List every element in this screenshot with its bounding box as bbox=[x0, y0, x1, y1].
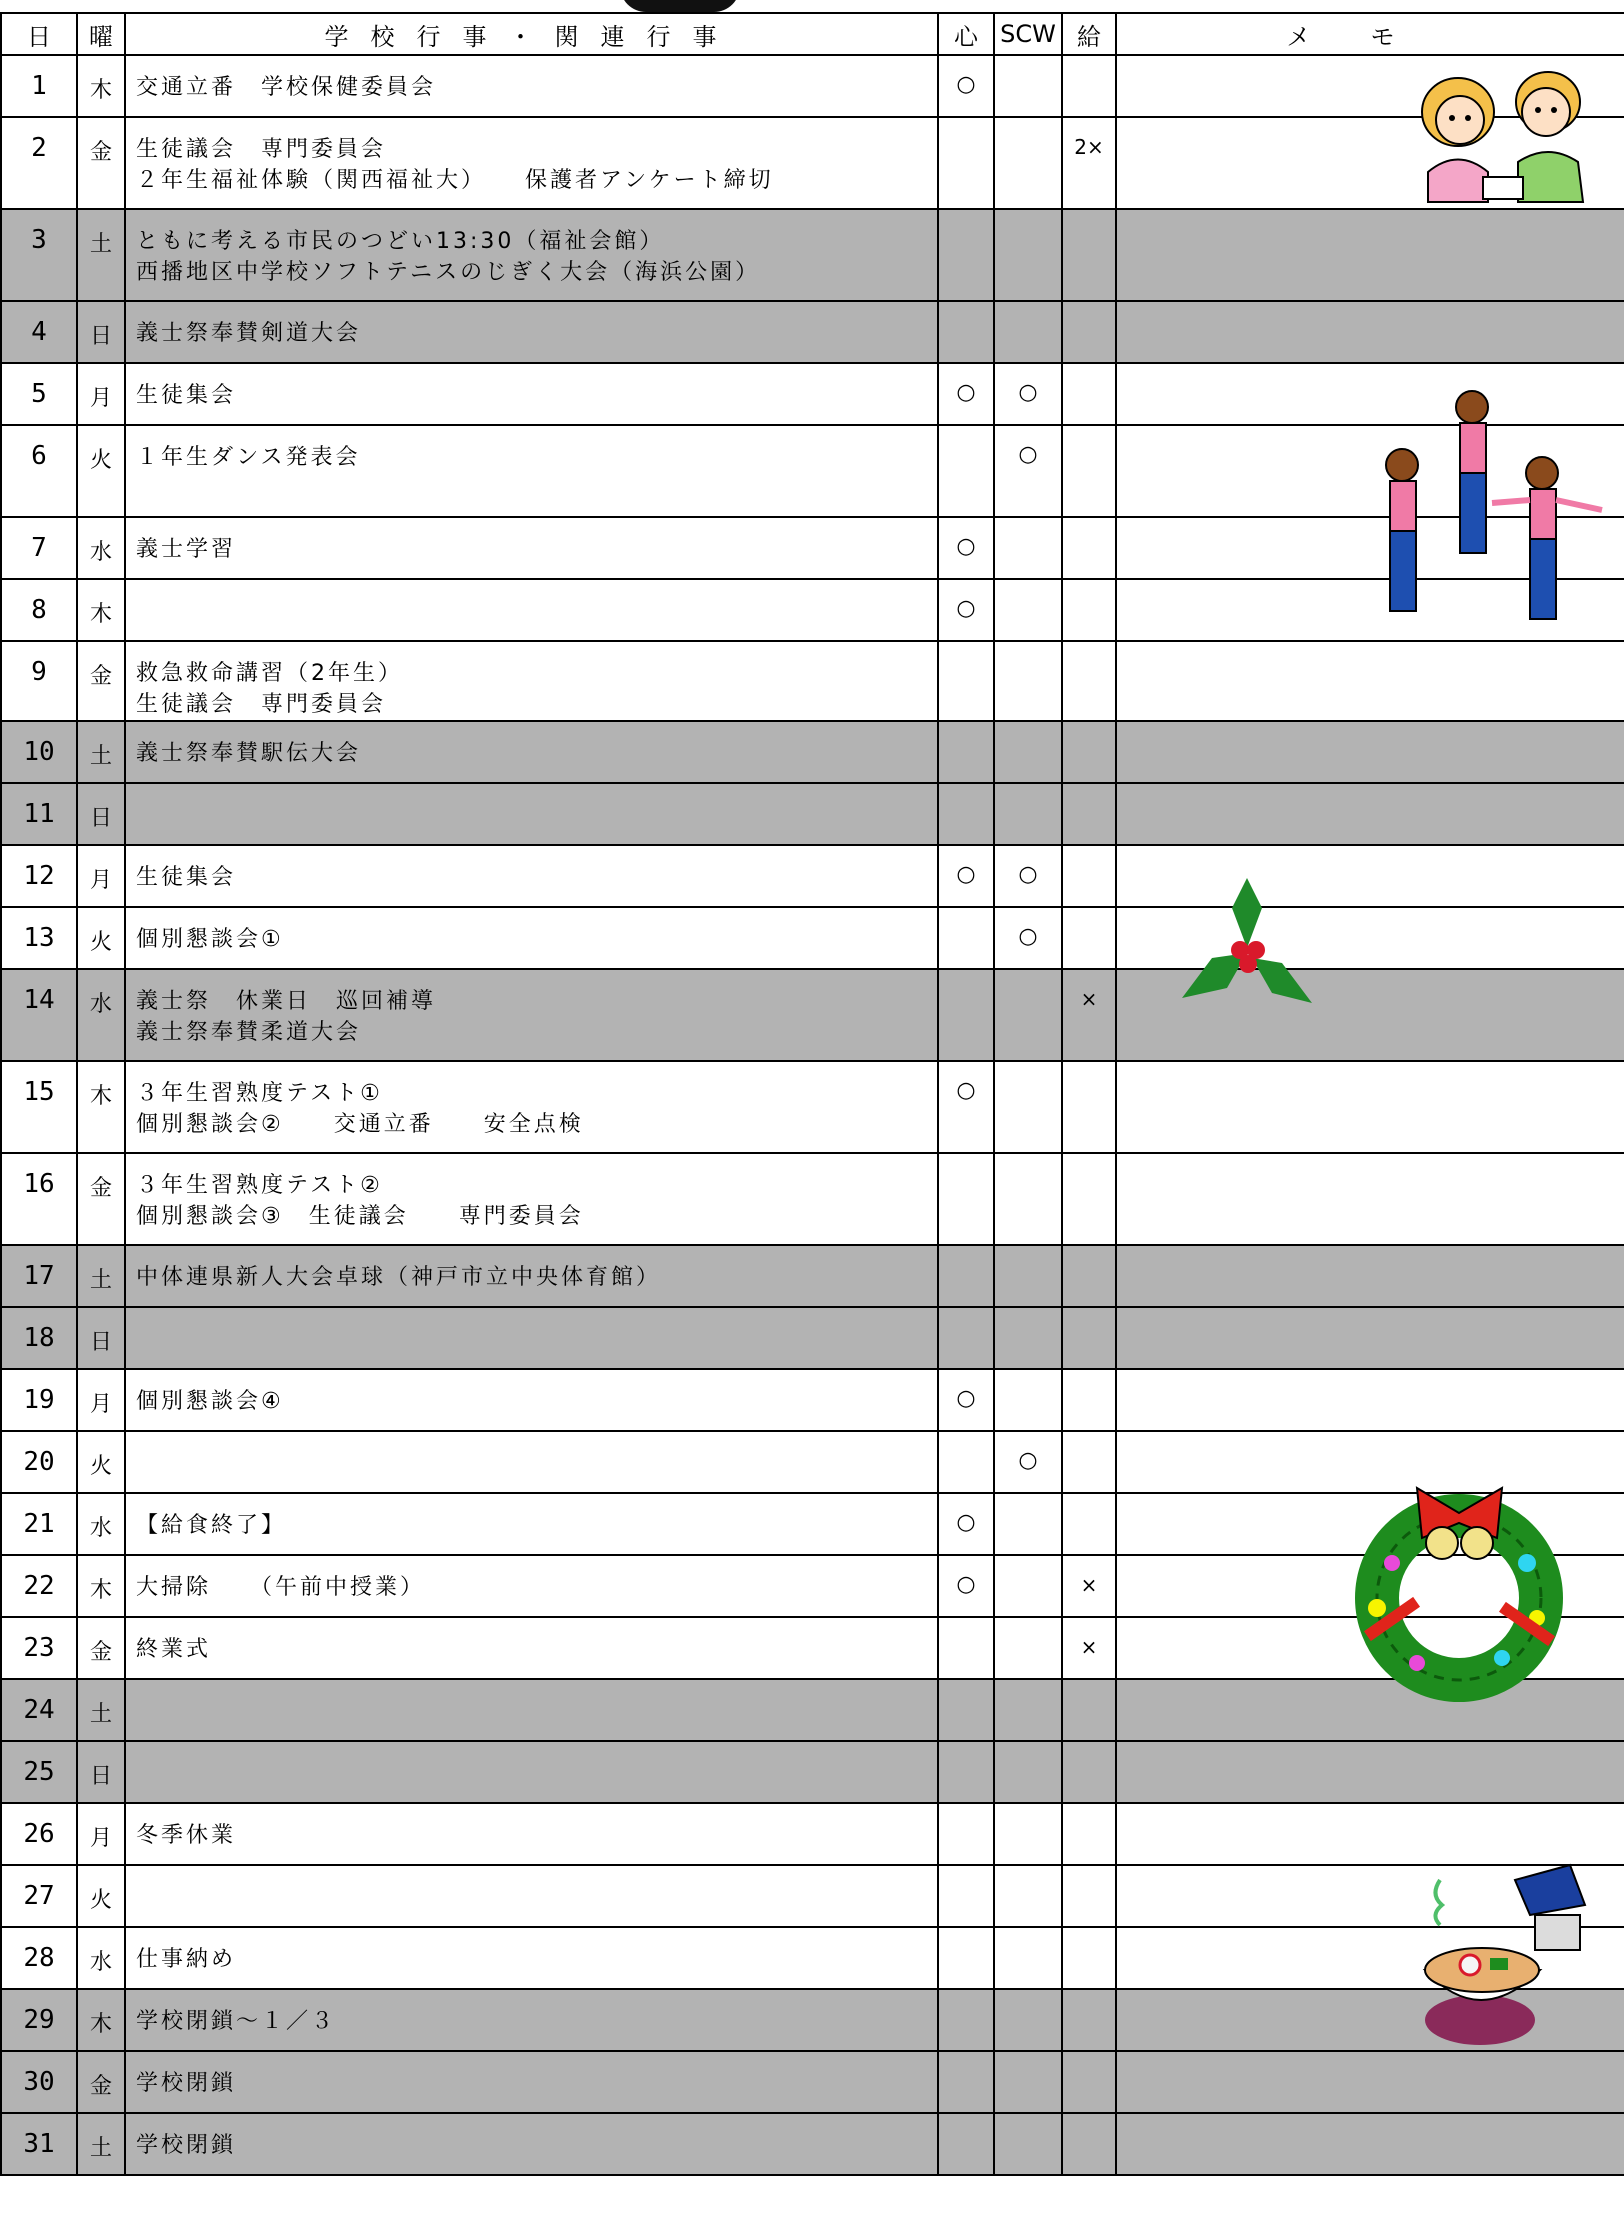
kokoro-cell bbox=[938, 117, 994, 209]
month-title-fragment bbox=[620, 0, 740, 12]
weekday-cell: 月 bbox=[77, 1369, 125, 1431]
weekday-cell: 土 bbox=[77, 1679, 125, 1741]
weekday-cell: 火 bbox=[77, 907, 125, 969]
kyushoku-cell bbox=[1062, 845, 1116, 907]
kokoro-cell: ○ bbox=[938, 55, 994, 117]
kokoro-cell: ○ bbox=[938, 1493, 994, 1555]
kokoro-cell bbox=[938, 1307, 994, 1369]
scw-cell bbox=[994, 1369, 1062, 1431]
day-cell: 8 bbox=[1, 579, 77, 641]
weekday-cell: 木 bbox=[77, 579, 125, 641]
weekday-cell: 金 bbox=[77, 1617, 125, 1679]
scw-cell bbox=[994, 579, 1062, 641]
table-row bbox=[1, 117, 1624, 209]
weekday-header: 曜 bbox=[77, 13, 125, 55]
day-cell: 3 bbox=[1, 209, 77, 301]
table-row bbox=[1, 1369, 1624, 1431]
scw-cell bbox=[994, 1061, 1062, 1153]
kyushoku-cell bbox=[1062, 1061, 1116, 1153]
holly-illustration bbox=[1172, 868, 1322, 1008]
day-cell: 26 bbox=[1, 1803, 77, 1865]
events-cell: 大掃除 （午前中授業） bbox=[125, 1555, 938, 1617]
kokoro-cell bbox=[938, 1245, 994, 1307]
day-cell: 30 bbox=[1, 2051, 77, 2113]
kyushoku-cell bbox=[1062, 425, 1116, 517]
kyushoku-cell bbox=[1062, 1307, 1116, 1369]
kyushoku-cell bbox=[1062, 55, 1116, 117]
kokoro-cell: ○ bbox=[938, 845, 994, 907]
scw-cell: ○ bbox=[994, 845, 1062, 907]
table-row bbox=[1, 2113, 1624, 2175]
weekday-cell: 土 bbox=[77, 209, 125, 301]
kokoro-cell bbox=[938, 301, 994, 363]
events-cell: 中体連県新人大会卓球（神戸市立中央体育館） bbox=[125, 1245, 938, 1307]
kyushoku-cell bbox=[1062, 783, 1116, 845]
scw-cell bbox=[994, 969, 1062, 1061]
kokoro-cell bbox=[938, 783, 994, 845]
events-cell: 学校閉鎖～１／３ bbox=[125, 1989, 938, 2051]
weekday-cell: 火 bbox=[77, 425, 125, 517]
memo-cell bbox=[1116, 641, 1624, 721]
day-cell: 23 bbox=[1, 1617, 77, 1679]
events-cell: 学校閉鎖 bbox=[125, 2051, 938, 2113]
scw-cell: ○ bbox=[994, 1431, 1062, 1493]
events-cell bbox=[125, 1431, 938, 1493]
kyushoku-cell bbox=[1062, 517, 1116, 579]
scw-cell bbox=[994, 1865, 1062, 1927]
kokoro-cell: ○ bbox=[938, 579, 994, 641]
table-row bbox=[1, 783, 1624, 845]
events-cell bbox=[125, 783, 938, 845]
kyushoku-cell bbox=[1062, 1369, 1116, 1431]
events-cell: ともに考える市民のつどい13:30（福祉会館） 西播地区中学校ソフトテニスのじぎく大会（海浜公園） bbox=[125, 209, 938, 301]
events-cell: 救急救命講習（2年生） 生徒議会 専門委員会 bbox=[125, 641, 938, 721]
scw-cell bbox=[994, 209, 1062, 301]
scw-cell: ○ bbox=[994, 363, 1062, 425]
kokoro-cell bbox=[938, 2113, 994, 2175]
table-row bbox=[1, 1153, 1624, 1245]
kyushoku-cell bbox=[1062, 1989, 1116, 2051]
kokoro-cell bbox=[938, 1927, 994, 1989]
day-cell: 6 bbox=[1, 425, 77, 517]
table-row bbox=[1, 1741, 1624, 1803]
kokoro-cell bbox=[938, 907, 994, 969]
table-row bbox=[1, 845, 1624, 907]
children-playing-illustration bbox=[1388, 52, 1613, 212]
events-cell: １年生ダンス発表会 bbox=[125, 425, 938, 517]
table-row bbox=[1, 969, 1624, 1061]
events-cell: 個別懇談会④ bbox=[125, 1369, 938, 1431]
scw-cell: ○ bbox=[994, 425, 1062, 517]
kyushoku-cell bbox=[1062, 1493, 1116, 1555]
events-cell: ３年生習熟度テスト① 個別懇談会② 交通立番 安全点検 bbox=[125, 1061, 938, 1153]
weekday-cell: 木 bbox=[77, 1061, 125, 1153]
events-cell: 義士学習 bbox=[125, 517, 938, 579]
memo-cell bbox=[1116, 1245, 1624, 1307]
weekday-cell: 金 bbox=[77, 1153, 125, 1245]
table-row bbox=[1, 641, 1624, 721]
kyushoku-cell bbox=[1062, 1865, 1116, 1927]
weekday-cell: 土 bbox=[77, 1245, 125, 1307]
day-cell: 10 bbox=[1, 721, 77, 783]
kyushoku-cell bbox=[1062, 1803, 1116, 1865]
events-cell: 生徒集会 bbox=[125, 363, 938, 425]
kokoro-cell: ○ bbox=[938, 363, 994, 425]
scw-cell bbox=[994, 2113, 1062, 2175]
scw-cell bbox=[994, 783, 1062, 845]
day-cell: 19 bbox=[1, 1369, 77, 1431]
events-cell: 生徒議会 専門委員会 ２年生福祉体験（関西福祉大） 保護者アンケート締切 bbox=[125, 117, 938, 209]
weekday-cell: 土 bbox=[77, 721, 125, 783]
kokoro-cell bbox=[938, 1431, 994, 1493]
events-cell: 交通立番 学校保健委員会 bbox=[125, 55, 938, 117]
kokoro-cell bbox=[938, 721, 994, 783]
memo-cell bbox=[1116, 783, 1624, 845]
weekday-cell: 日 bbox=[77, 783, 125, 845]
events-cell: 義士祭奉賛剣道大会 bbox=[125, 301, 938, 363]
memo-cell bbox=[1116, 209, 1624, 301]
scw-cell: ○ bbox=[994, 907, 1062, 969]
day-cell: 24 bbox=[1, 1679, 77, 1741]
events-cell: ３年生習熟度テスト② 個別懇談会③ 生徒議会 専門委員会 bbox=[125, 1153, 938, 1245]
scw-cell bbox=[994, 1679, 1062, 1741]
kokoro-cell bbox=[938, 209, 994, 301]
memo-cell bbox=[1116, 1153, 1624, 1245]
events-cell bbox=[125, 1679, 938, 1741]
memo-cell bbox=[1116, 2113, 1624, 2175]
scw-cell bbox=[994, 301, 1062, 363]
day-cell: 1 bbox=[1, 55, 77, 117]
table-row bbox=[1, 1865, 1624, 1927]
scw-cell bbox=[994, 1555, 1062, 1617]
table-row bbox=[1, 907, 1624, 969]
kokoro-cell: ○ bbox=[938, 1061, 994, 1153]
events-cell bbox=[125, 579, 938, 641]
events-cell bbox=[125, 1865, 938, 1927]
kyushoku-cell bbox=[1062, 1679, 1116, 1741]
scw-cell bbox=[994, 1803, 1062, 1865]
weekday-cell: 月 bbox=[77, 363, 125, 425]
events-cell: 義士祭 休業日 巡回補導 義士祭奉賛柔道大会 bbox=[125, 969, 938, 1061]
weekday-cell: 日 bbox=[77, 301, 125, 363]
events-cell: 仕事納め bbox=[125, 1927, 938, 1989]
scw-cell bbox=[994, 641, 1062, 721]
weekday-cell: 日 bbox=[77, 1741, 125, 1803]
scw-cell bbox=[994, 55, 1062, 117]
events-header: 学校行事・関連行事 bbox=[125, 13, 938, 55]
kyushoku-cell: 2× bbox=[1062, 117, 1116, 209]
scw-cell bbox=[994, 1927, 1062, 1989]
kokoro-cell bbox=[938, 425, 994, 517]
kyushoku-cell bbox=[1062, 1927, 1116, 1989]
day-cell: 14 bbox=[1, 969, 77, 1061]
kokoro-cell: ○ bbox=[938, 1555, 994, 1617]
day-cell: 13 bbox=[1, 907, 77, 969]
table-row bbox=[1, 1989, 1624, 2051]
kokoro-cell bbox=[938, 1617, 994, 1679]
memo-cell bbox=[1116, 721, 1624, 783]
schedule-table bbox=[0, 12, 1624, 2176]
weekday-cell: 火 bbox=[77, 1431, 125, 1493]
events-cell bbox=[125, 1741, 938, 1803]
kokoro-header: 心 bbox=[938, 13, 994, 55]
scw-cell bbox=[994, 721, 1062, 783]
memo-cell bbox=[1116, 1741, 1624, 1803]
scw-cell bbox=[994, 1617, 1062, 1679]
table-row bbox=[1, 1927, 1624, 1989]
table-row bbox=[1, 1245, 1624, 1307]
weekday-cell: 金 bbox=[77, 2051, 125, 2113]
day-cell: 11 bbox=[1, 783, 77, 845]
kyushoku-cell bbox=[1062, 2051, 1116, 2113]
day-cell: 29 bbox=[1, 1989, 77, 2051]
day-cell: 31 bbox=[1, 2113, 77, 2175]
events-cell: 個別懇談会① bbox=[125, 907, 938, 969]
day-header: 日 bbox=[1, 13, 77, 55]
scw-cell bbox=[994, 517, 1062, 579]
day-cell: 22 bbox=[1, 1555, 77, 1617]
scw-cell bbox=[994, 1245, 1062, 1307]
kyushoku-cell: × bbox=[1062, 1555, 1116, 1617]
memo-cell bbox=[1116, 1803, 1624, 1865]
scw-cell bbox=[994, 1741, 1062, 1803]
kokoro-cell: ○ bbox=[938, 1369, 994, 1431]
kyushoku-cell bbox=[1062, 579, 1116, 641]
weekday-cell: 月 bbox=[77, 1803, 125, 1865]
kokoro-cell bbox=[938, 1741, 994, 1803]
dancing-girls-illustration bbox=[1372, 385, 1612, 635]
day-cell: 25 bbox=[1, 1741, 77, 1803]
scw-cell bbox=[994, 1307, 1062, 1369]
day-cell: 20 bbox=[1, 1431, 77, 1493]
day-cell: 16 bbox=[1, 1153, 77, 1245]
kokoro-cell bbox=[938, 1153, 994, 1245]
kokoro-cell bbox=[938, 1865, 994, 1927]
scw-cell bbox=[994, 2051, 1062, 2113]
weekday-cell: 水 bbox=[77, 1927, 125, 1989]
day-cell: 27 bbox=[1, 1865, 77, 1927]
weekday-cell: 水 bbox=[77, 969, 125, 1061]
memo-cell bbox=[1116, 1369, 1624, 1431]
events-cell: 冬季休業 bbox=[125, 1803, 938, 1865]
top-strip bbox=[0, 0, 1624, 12]
events-cell bbox=[125, 1307, 938, 1369]
day-cell: 5 bbox=[1, 363, 77, 425]
memo-header: メモ bbox=[1116, 13, 1624, 55]
day-cell: 28 bbox=[1, 1927, 77, 1989]
day-cell: 2 bbox=[1, 117, 77, 209]
kyushoku-cell bbox=[1062, 363, 1116, 425]
kyushoku-cell bbox=[1062, 301, 1116, 363]
day-cell: 4 bbox=[1, 301, 77, 363]
events-cell: 終業式 bbox=[125, 1617, 938, 1679]
events-cell: 義士祭奉賛駅伝大会 bbox=[125, 721, 938, 783]
weekday-cell: 木 bbox=[77, 55, 125, 117]
kyushoku-cell: × bbox=[1062, 969, 1116, 1061]
table-row bbox=[1, 721, 1624, 783]
memo-cell bbox=[1116, 301, 1624, 363]
day-cell: 7 bbox=[1, 517, 77, 579]
events-cell: 学校閉鎖 bbox=[125, 2113, 938, 2175]
kyushoku-cell bbox=[1062, 1245, 1116, 1307]
scw-cell bbox=[994, 1153, 1062, 1245]
day-cell: 21 bbox=[1, 1493, 77, 1555]
kyushoku-cell bbox=[1062, 1153, 1116, 1245]
memo-cell bbox=[1116, 1307, 1624, 1369]
weekday-cell: 日 bbox=[77, 1307, 125, 1369]
table-row bbox=[1, 2051, 1624, 2113]
kokoro-cell: ○ bbox=[938, 517, 994, 579]
kyushoku-header: 給 bbox=[1062, 13, 1116, 55]
table-row bbox=[1, 1061, 1624, 1153]
kyushoku-cell bbox=[1062, 1741, 1116, 1803]
scw-cell bbox=[994, 117, 1062, 209]
kokoro-cell bbox=[938, 2051, 994, 2113]
kokoro-cell bbox=[938, 1803, 994, 1865]
kyushoku-cell bbox=[1062, 907, 1116, 969]
weekday-cell: 火 bbox=[77, 1865, 125, 1927]
kyushoku-cell bbox=[1062, 1431, 1116, 1493]
schedule-rows bbox=[1, 55, 1624, 2175]
weekday-cell: 金 bbox=[77, 641, 125, 721]
weekday-cell: 水 bbox=[77, 517, 125, 579]
events-cell: 生徒集会 bbox=[125, 845, 938, 907]
table-row bbox=[1, 1803, 1624, 1865]
table-row bbox=[1, 1307, 1624, 1369]
kokoro-cell bbox=[938, 969, 994, 1061]
weekday-cell: 金 bbox=[77, 117, 125, 209]
day-cell: 15 bbox=[1, 1061, 77, 1153]
memo-cell bbox=[1116, 2051, 1624, 2113]
weekday-cell: 月 bbox=[77, 845, 125, 907]
kyushoku-cell: × bbox=[1062, 1617, 1116, 1679]
kokoro-cell bbox=[938, 1679, 994, 1741]
day-cell: 17 bbox=[1, 1245, 77, 1307]
header-row bbox=[1, 13, 1624, 55]
kokoro-cell bbox=[938, 1989, 994, 2051]
weekday-cell: 土 bbox=[77, 2113, 125, 2175]
weekday-cell: 木 bbox=[77, 1555, 125, 1617]
table-row bbox=[1, 301, 1624, 363]
kyushoku-cell bbox=[1062, 209, 1116, 301]
weekday-cell: 木 bbox=[77, 1989, 125, 2051]
weekday-cell: 水 bbox=[77, 1493, 125, 1555]
memo-cell bbox=[1116, 1061, 1624, 1153]
toshikoshi-soba-illustration bbox=[1420, 1860, 1595, 2050]
events-cell: 【給食終了】 bbox=[125, 1493, 938, 1555]
kokoro-cell bbox=[938, 641, 994, 721]
kyushoku-cell bbox=[1062, 2113, 1116, 2175]
kyushoku-cell bbox=[1062, 721, 1116, 783]
day-cell: 12 bbox=[1, 845, 77, 907]
scw-cell bbox=[994, 1493, 1062, 1555]
table-row bbox=[1, 209, 1624, 301]
table-row bbox=[1, 55, 1624, 117]
scw-header: SCW bbox=[994, 13, 1062, 55]
kyushoku-cell bbox=[1062, 641, 1116, 721]
christmas-wreath-illustration bbox=[1332, 1468, 1587, 1708]
scw-cell bbox=[994, 1989, 1062, 2051]
day-cell: 18 bbox=[1, 1307, 77, 1369]
day-cell: 9 bbox=[1, 641, 77, 721]
